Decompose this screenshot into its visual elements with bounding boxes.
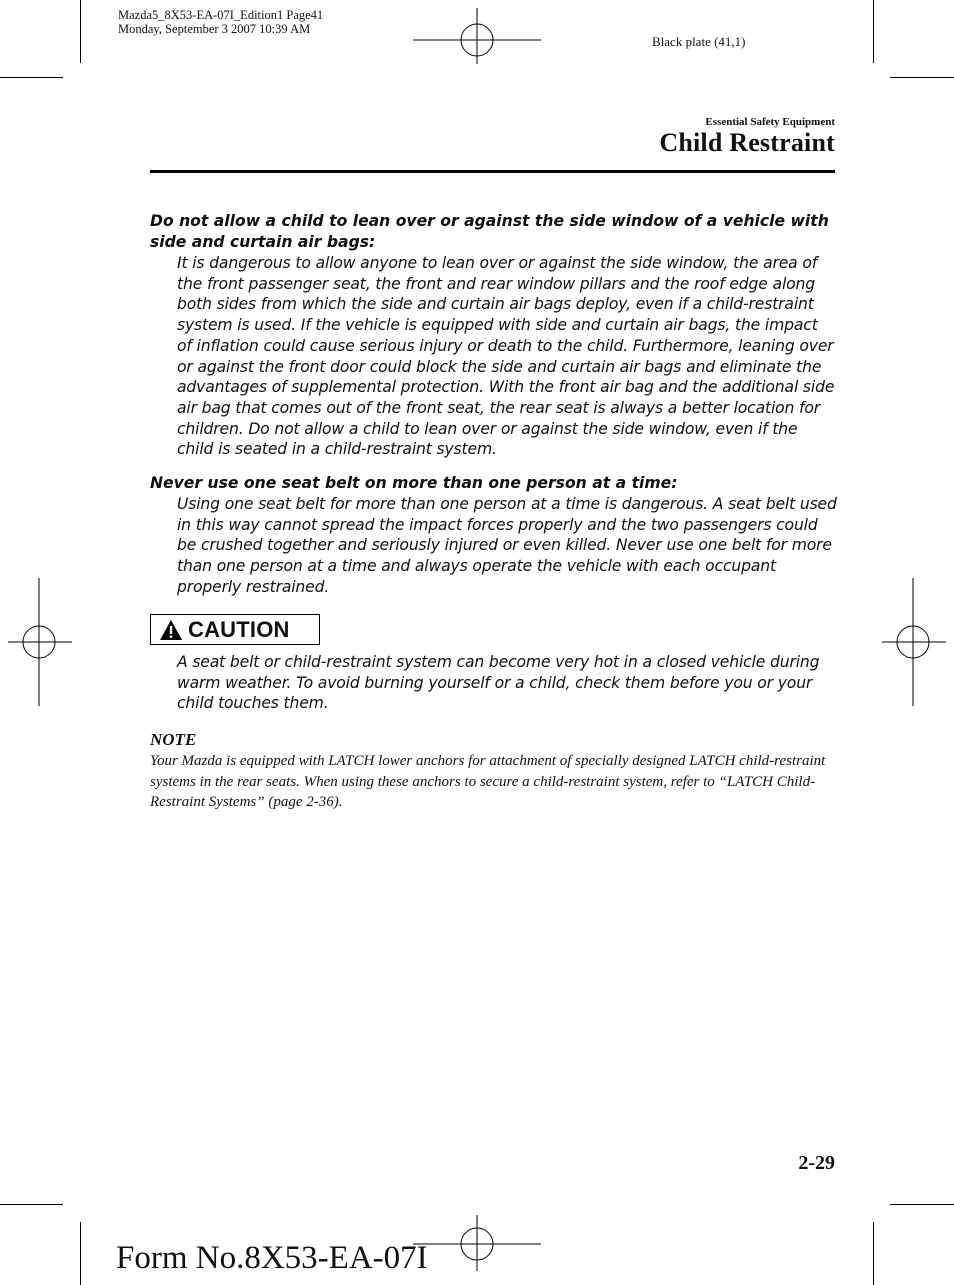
registration-mark-top bbox=[413, 8, 543, 68]
registration-mark-bottom bbox=[413, 1215, 543, 1275]
plate-label: Black plate (41,1) bbox=[652, 34, 746, 49]
note-heading: NOTE bbox=[150, 730, 197, 749]
caution-text: A seat belt or child-restraint system can become very hot in a closed vehicle during warm weather. To avoid burning yourself or a child, check them before you or your child touches them. bbox=[177, 653, 820, 713]
print-info-date: Monday, September 3 2007 10:39 AM bbox=[118, 22, 311, 36]
warning-heading-side-window: Do not allow a child to lean over or against the side window of a vehicle with side and curtain air bags: bbox=[150, 212, 829, 251]
caution-label: CAUTION bbox=[188, 616, 290, 642]
warning-text-side-window: It is dangerous to allow anyone to lean over or against the side window, the area of the front passenger seat, the front and rear window pillars and the roof edge along both sides from which the side and curtain air bags deploy, even if a child-restraint system is used. If the vehicle is equipped with side and curtain air bags, the impact of inflation could cause serious injury or death to the child. Furthermore, leaning over or against the front door could block the side and curtain air bags and eliminate the advantages of supplemental protection. With the front air bag and the additional side air bag that comes out of the front seat, the rear seat is always a better location for children. Do not allow a child to lean over or against the side window, even if the child is seated in a child-restraint system. bbox=[177, 254, 835, 459]
warning-text-seat-belt: Using one seat belt for more than one person at a time is dangerous. A seat belt used in this way cannot spread the impact forces properly and the two passengers could be crushed together and seriously injured or even killed. Never use one belt for more than one person at a time and always operate the vehicle with each occupant properly restrained. bbox=[177, 495, 837, 596]
page-number: 2-29 bbox=[798, 1152, 835, 1174]
print-info-file: Mazda5_8X53-EA-07I_Edition1 Page41 bbox=[118, 8, 324, 22]
header-rule bbox=[150, 170, 835, 173]
registration-mark-right bbox=[882, 578, 946, 708]
section-label: Essential Safety Equipment bbox=[705, 116, 835, 128]
registration-mark-left bbox=[8, 578, 72, 708]
warning-triangle-icon bbox=[159, 619, 183, 641]
caution-box bbox=[150, 614, 320, 645]
warning-heading-seat-belt: Never use one seat belt on more than one person at a time: bbox=[150, 474, 678, 492]
form-number: Form No.8X53-EA-07I bbox=[116, 1240, 428, 1276]
note-text: Your Mazda is equipped with LATCH lower anchors for attachment of specially designed LATCH child-restraint systems in the rear seats. When using these anchors to secure a child-restraint system, refer to “LATCH Child-Restraint Systems” (page 2-36). bbox=[150, 753, 826, 810]
print-info bbox=[118, 8, 323, 36]
page-title: Child Restraint bbox=[659, 128, 835, 157]
